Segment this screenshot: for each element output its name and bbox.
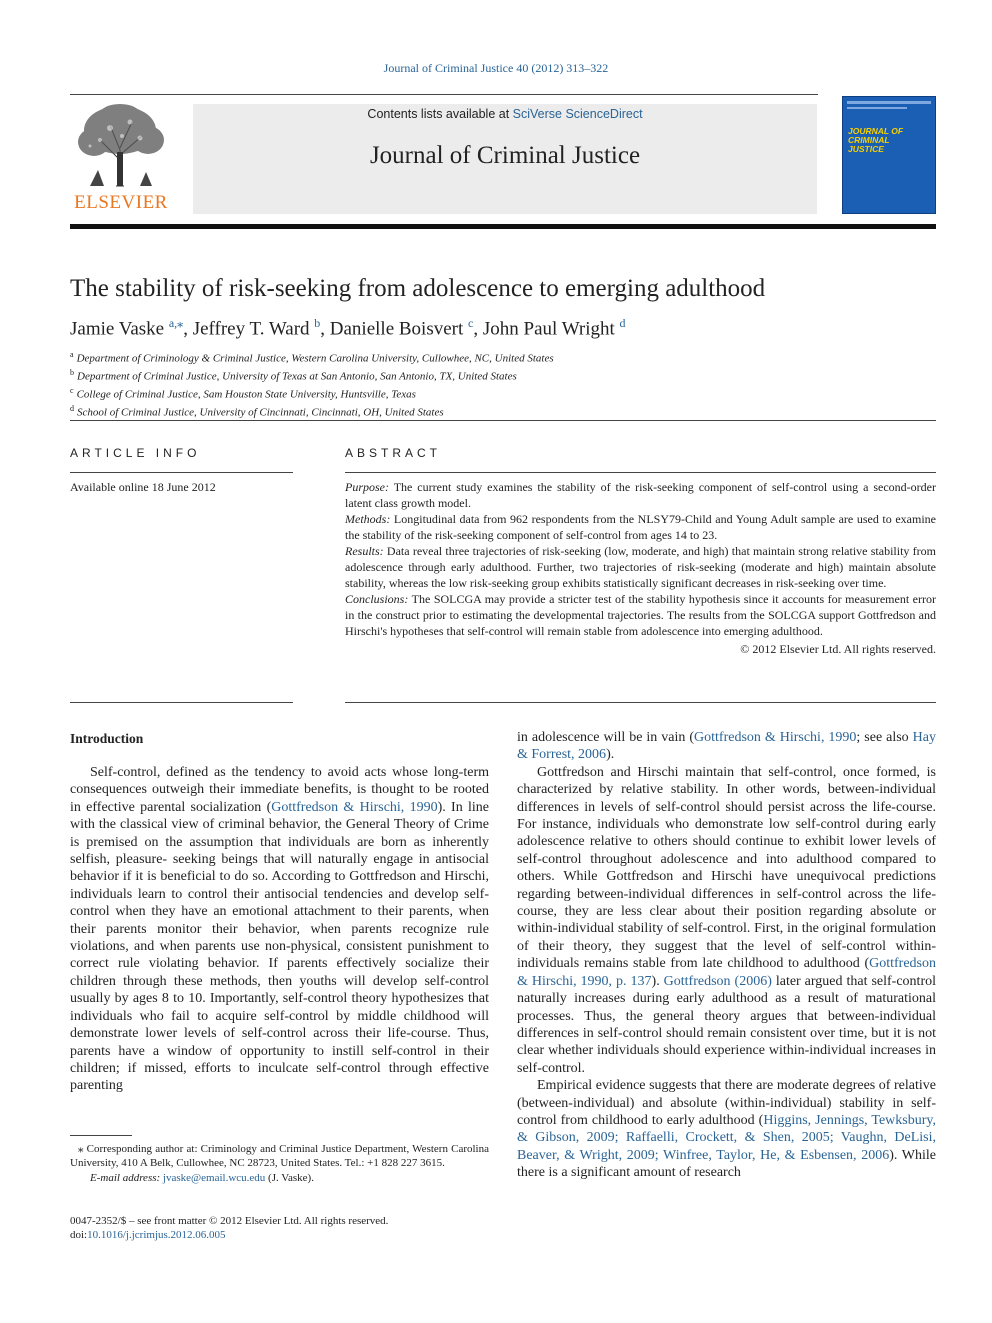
author-affil-ref[interactable]: b: [314, 316, 321, 330]
citation-link[interactable]: Gottfredson & Hirschi, 1990: [271, 799, 438, 815]
body-text: later argued that self-control naturally increases during early adulthood as a result of maturational processes. Thus, the general theory argues that between-individual differences in self-control should remain consistent over time, but it is not clear whether individuals should experience within-individual increases in self-control.: [517, 973, 937, 1076]
author-name[interactable]: , Danielle Boisvert: [320, 318, 469, 340]
author-list: [70, 316, 626, 340]
abstract-label: Purpose:: [345, 480, 389, 494]
body-text: in adolescence will be in vain (: [517, 730, 695, 745]
contents-prefix: Contents lists available at: [367, 107, 513, 121]
affiliation-item: [70, 366, 554, 384]
affil-key: b: [70, 367, 74, 377]
abstract-text: Longitudinal data from 962 respondents from the NLSY79-Child and Young Adult sample are used to examine the stability of the risk-seeking component of self-control from ages 14 to 23.: [345, 512, 936, 542]
abstract-text: The current study examines the stability of the risk-seeking component of self-control using a second-order latent class growth model.: [345, 480, 936, 510]
author-affil-ref[interactable]: d: [619, 316, 626, 330]
citation-link[interactable]: Hay & Forrest, 2006: [517, 730, 936, 763]
abstract-paragraph: [345, 511, 936, 543]
citation-link[interactable]: Higgins, Jennings, Tewksbury, & Gibson, 2009; Raffaelli, Crockett, & Shen, 2005; Vaughn, DeLisi, Beaver, & Wright, 2009; Winfree, Taylor, He, & Esbensen, 2006: [517, 1112, 936, 1163]
email-link[interactable]: jvaske@email.wcu.edu: [162, 1171, 266, 1184]
cover-title: JOURNAL OF CRIMINAL JUSTICE: [848, 126, 904, 154]
body-text: Empirical evidence suggests that there are moderate degrees of relative (between-individual) and absolute (within-individual) stability in self-control from childhood to early adulthood (: [517, 1078, 936, 1128]
citation-link[interactable]: Gottfredson & Hirschi, 1990, p. 137: [517, 956, 936, 989]
footnote-rule: [70, 1135, 132, 1136]
affil-text: Department of Criminology & Criminal Justice, Western Carolina University, Cullowhee, NC, United States: [76, 352, 554, 365]
body-paragraph: [517, 764, 936, 1077]
footnote: [70, 1142, 489, 1185]
journal-title: Journal of Criminal Justice: [369, 142, 641, 169]
abstract-text: Data reveal three trajectories of risk-seeking (low, moderate, and high) that maintain strong relative stability from adolescence through early adulthood. Further, two trajectories of risk-seeking (moderate and high) maintain absolute stability, whereas the low risk-seeking group exhibits statistically significant decreases in risk-seeking over time.: [345, 544, 936, 590]
abstract-paragraph: [345, 591, 936, 639]
abstract-paragraph: [345, 543, 936, 591]
author-name[interactable]: Jamie Vaske: [70, 318, 169, 340]
issn-block: [70, 1214, 388, 1243]
body-paragraph: [517, 729, 936, 764]
affiliation-item: [70, 348, 554, 366]
abstract-label: Methods:: [345, 512, 391, 526]
body-text: ).: [606, 747, 615, 763]
cover-strip: [847, 101, 931, 104]
sciencedirect-link[interactable]: SciVerse ScienceDirect: [512, 107, 643, 121]
abstract-copyright: © 2012 Elsevier Ltd. All rights reserved.: [740, 642, 936, 656]
body-text: Self-control, defined as the tendency to avoid acts whose long-term consequences outweigh their immediate benefits, is thought to be rooted in effective parental socialization (: [70, 765, 489, 815]
citation-link[interactable]: Gottfredson & Hirschi, 1990: [694, 730, 857, 745]
body-left-column: [70, 764, 489, 1095]
article-info-rule: [70, 472, 293, 473]
author-name[interactable]: , John Paul Wright: [473, 318, 620, 340]
affiliation-list: [70, 348, 554, 420]
affil-key: a: [70, 350, 74, 359]
body-text: ).: [651, 973, 664, 989]
affil-text: School of Criminal Justice, University of Cincinnati, Cincinnati, OH, United States: [77, 406, 444, 419]
header-top-rule: [70, 94, 818, 95]
affil-key: c: [70, 385, 74, 395]
body-paragraph: [517, 1077, 936, 1181]
available-online: Available online 18 June 2012: [70, 480, 216, 494]
body-text: Gottfredson and Hirschi maintain that self-control, once formed, is characterized by relative stability. In other words, between-individual differences in levels of self-control should persist across the life-course. For instance, individuals who demonstrate low self-control during early adolescence relative to others should continue to exhibit lower levels of self-control throughout adolescence and into adulthood compared to others. While Gottfredson and Hirschi have unequivocal predictions regarding between-individual differences in self-control across the life-course, they are less clear about their position regarding absolute or within-individual stability of self-control. First, in the original formulation of their theory, they suggest that the level of self-control within-individuals remains stable from late childhood to adulthood (: [517, 764, 936, 972]
journal-cover[interactable]: [842, 96, 936, 214]
affiliation-item: [70, 384, 554, 402]
abstract-rule: [345, 472, 936, 473]
contents-line: [193, 107, 817, 121]
issn-line: 0047-2352/$ – see front matter © 2012 Elsevier Ltd. All rights reserved.: [70, 1215, 389, 1227]
body-right-column: [517, 729, 936, 1182]
author-name[interactable]: , Jeffrey T. Ward: [183, 318, 315, 340]
abstract-body: [345, 479, 936, 657]
body-text: ). In line with the classical view of criminal behavior, the General Theory of Crime is premised on the assumption that individuals are born as inherently selfish, pleasure- seeking beings that will naturally engage in antisocial behavior if it is beneficial to do so. According to Gottfredson and Hirschi, individuals learn to control their antisocial tendencies and develop self-control when they have an emotional attachment to their parents, when their parents monitor their behavior, when parents recognize rule violations, and when parents use non-physical, consistent punishment to correct rule violating behavior. If parents effectively socialize their children through these methods, then youths will develop self-control usually by ages 8 to 10. Importantly, self-control theory hypothesizes that individuals who fail to acquire self-control by middle childhood will demonstrate lower levels of self-control across their life-course. Thus, parents have a window of opportunity to instill self-control in their children; if missed, efforts to inculcate self-control through effective parenting: [70, 799, 490, 1094]
journal-citation[interactable]: Journal of Criminal Justice 40 (2012) 313–322: [383, 61, 609, 75]
abstract-label: Conclusions:: [345, 592, 409, 606]
affil-text: College of Criminal Justice, Sam Houston State University, Huntsville, Texas: [76, 388, 416, 401]
author-affil-ref[interactable]: c: [468, 316, 474, 330]
citation-link[interactable]: Gottfredson (2006): [663, 973, 772, 989]
doi-prefix: doi:: [70, 1229, 88, 1242]
doi-line: [70, 1228, 388, 1242]
affil-text: Department of Criminal Justice, University of Texas at San Antonio, San Antonio, TX, United States: [77, 370, 517, 383]
article-info-heading: ARTICLE INFO: [70, 446, 201, 460]
abstract-paragraph: [345, 479, 936, 511]
author-affil-ref[interactable]: a,⁎: [168, 316, 184, 330]
introduction-heading: Introduction: [70, 731, 144, 746]
abstract-text: The SOLCGA may provide a stricter test of the stability hypothesis since it accounts for measurement error in the construct prior to estimating the developmental trajectories. The results from the SOLCGA support Gottfredson and Hirschi's hypotheses that self-control will remain stable from adolescence into emerging adulthood.: [345, 592, 936, 638]
article-title: The stability of risk-seeking from adolescence to emerging adulthood: [70, 275, 766, 302]
journal-masthead: [193, 104, 817, 214]
abstract-heading: ABSTRACT: [345, 446, 442, 460]
section-rule: [70, 420, 936, 421]
body-text: ). While there is a significant amount of research: [517, 1147, 936, 1181]
abstract-bottom-rule: [345, 702, 936, 703]
tree-icon: [70, 100, 172, 188]
abstract-label: Results:: [345, 544, 384, 558]
email-label: E-mail address:: [90, 1171, 161, 1184]
publisher-name: ELSEVIER: [74, 192, 168, 213]
email-line: [70, 1171, 489, 1185]
affiliation-item: [70, 402, 554, 420]
article-info-bottom-rule: [70, 702, 293, 703]
header-thick-rule: [70, 224, 936, 229]
elsevier-logo[interactable]: [70, 100, 172, 214]
body-paragraph: [70, 764, 489, 1095]
doi-link[interactable]: 10.1016/j.jcrimjus.2012.06.005: [87, 1229, 226, 1242]
cover-strip: [847, 107, 907, 109]
affil-key: d: [70, 403, 74, 413]
corresponding-author-note: ⁎ Corresponding author at: Criminology and Criminal Justice Department, Western Carolina University, 410 A Belk, Cullowhee, NC 28723, United States. Tel.: +1 828 227 3615.: [70, 1143, 489, 1170]
email-suffix: (J. Vaske).: [265, 1171, 314, 1184]
body-text: ; see also: [856, 730, 913, 745]
